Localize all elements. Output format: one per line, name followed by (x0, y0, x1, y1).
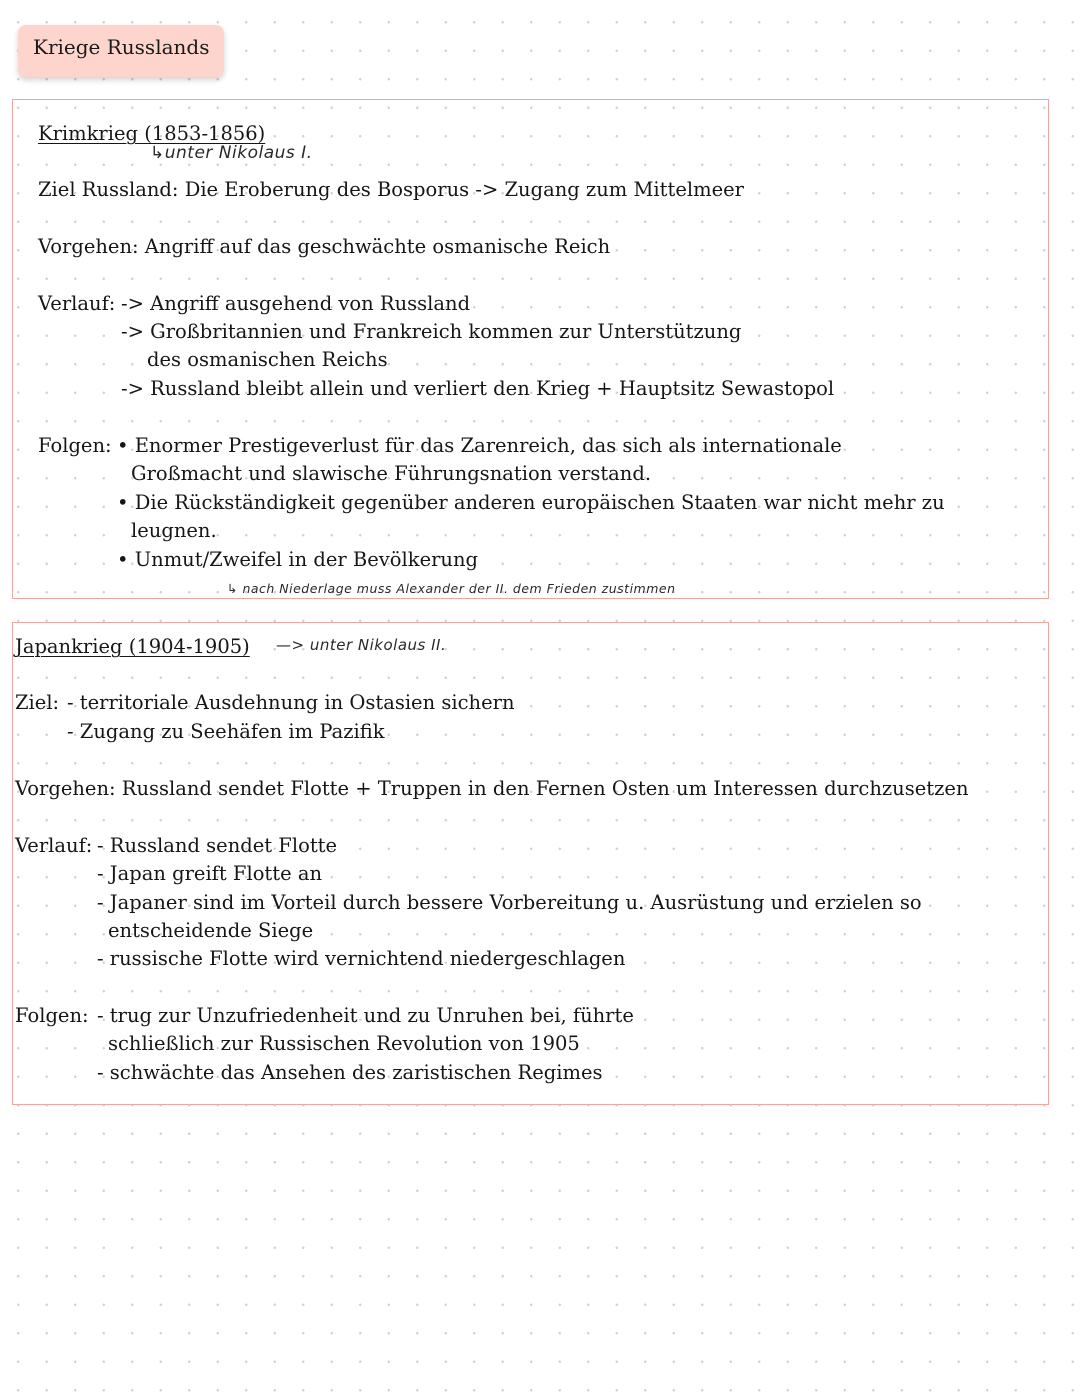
japankrieg-ziel-item: - territoriale Ausdehnung in Ostasien sichern (67, 691, 515, 714)
japankrieg-ziel-item: - Zugang zu Seehäfen im Pazifik (67, 720, 385, 743)
page-title: Kriege Russlands (33, 35, 210, 59)
krimkrieg-vorgehen: Vorgehen: Angriff auf das geschwächte osmanische Reich (38, 235, 611, 258)
japankrieg-verlauf-item: - Japaner sind im Vorteil durch bessere Vorbereitung u. Ausrüstung und erzielen so (97, 891, 922, 914)
krimkrieg-verlauf-label: Verlauf: (38, 292, 116, 315)
krimkrieg-folgen-item: • Die Rückständigkeit gegenüber anderen europäischen Staaten war nicht mehr zu (117, 491, 945, 514)
krimkrieg-folgen-item-cont: Großmacht und slawische Führungsnation verstand. (131, 462, 652, 485)
japankrieg-heading: Japankrieg (1904-1905) (15, 635, 250, 658)
japankrieg-verlauf-item: - Japan greift Flotte an (97, 862, 323, 885)
krimkrieg-verlauf-item: -> Russland bleibt allein und verliert den Krieg + Hauptsitz Sewastopol (121, 377, 835, 400)
japankrieg-folgen-item: - schwächte das Ansehen des zaristischen Regimes (97, 1061, 603, 1084)
japankrieg-verlauf-label: Verlauf: (15, 834, 93, 857)
japankrieg-folgen-item: - trug zur Unzufriedenheit und zu Unruhen bei, führte (97, 1004, 634, 1027)
japankrieg-folgen-item-cont: schließlich zur Russischen Revolution von 1905 (108, 1032, 580, 1055)
krimkrieg-ruler-note: ↳unter Nikolaus I. (150, 143, 313, 163)
krimkrieg-verlauf-item: -> Großbritannien und Frankreich kommen zur Unterstützung (121, 320, 742, 343)
krimkrieg-folgen-item: • Unmut/Zweifel in der Bevölkerung (117, 548, 479, 571)
krimkrieg-verlauf-item: -> Angriff ausgehend von Russland (121, 292, 471, 315)
japankrieg-ziel-label: Ziel: (15, 691, 60, 714)
krimkrieg-verlauf-item-cont: des osmanischen Reichs (147, 348, 388, 371)
page-title-tag (18, 25, 224, 77)
krimkrieg-folgen-item-cont: leugnen. (131, 519, 217, 542)
japankrieg-vorgehen: Vorgehen: Russland sendet Flotte + Truppen in den Fernen Osten um Interessen durchzusetzen (15, 777, 969, 800)
japankrieg-verlauf-item: - russische Flotte wird vernichtend niedergeschlagen (97, 947, 626, 970)
japankrieg-verlauf-item-cont: entscheidende Siege (108, 919, 314, 942)
krimkrieg-peace-note: ↳ nach Niederlage muss Alexander der II. dem Frieden zustimmen (227, 581, 676, 596)
krimkrieg-folgen-item: • Enormer Prestigeverlust für das Zarenreich, das sich als internationale (117, 434, 842, 457)
japankrieg-ruler-note: —> unter Nikolaus II. (276, 636, 447, 654)
krimkrieg-ziel: Ziel Russland: Die Eroberung des Bosporus -> Zugang zum Mittelmeer (38, 178, 744, 201)
krimkrieg-heading: Krimkrieg (1853-1856) (38, 122, 266, 145)
japankrieg-folgen-label: Folgen: (15, 1004, 89, 1027)
japankrieg-verlauf-item: - Russland sendet Flotte (97, 834, 338, 857)
krimkrieg-folgen-label: Folgen: (38, 434, 112, 457)
